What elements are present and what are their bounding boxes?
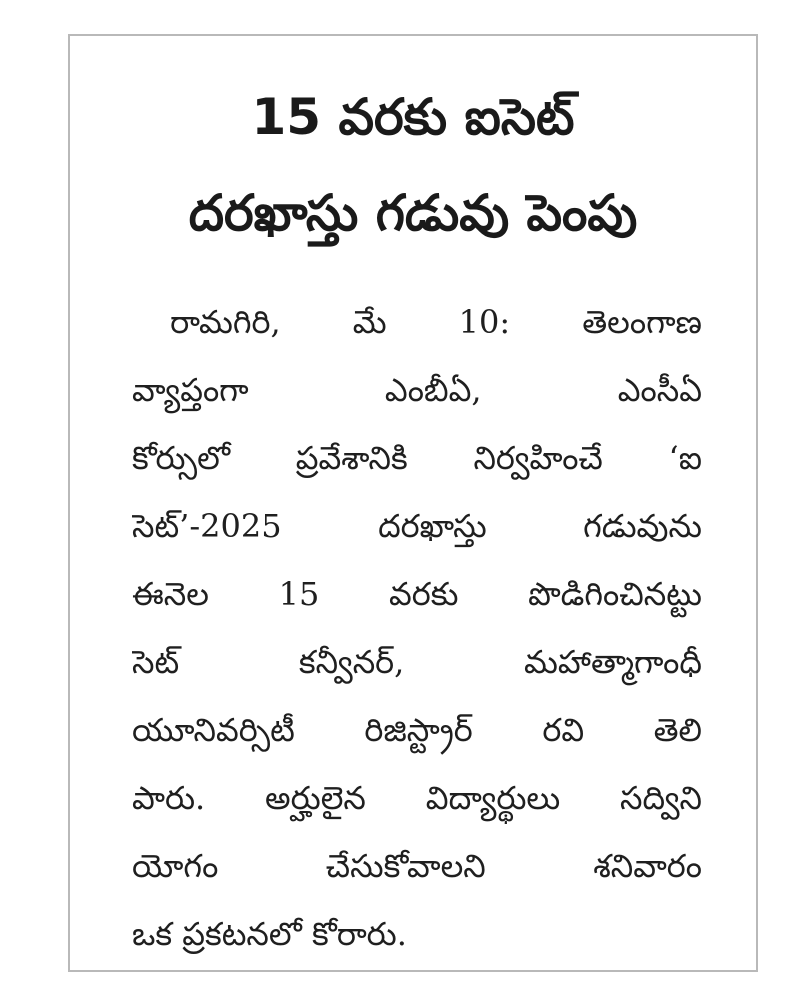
body-line: ఒక ప్రకటనలో కోరారు. [132, 915, 407, 953]
headline-line-1: 15 వరకు ఐసెట్ [251, 88, 575, 146]
body-line: యూనివర్సిటీ రిజిస్ట్రార్ రవి తెలి [132, 711, 702, 749]
body-line: యోగం చేసుకోవాలని శనివారం [132, 847, 702, 885]
body-line: ఈనెల 15 వరకు పొడిగించినట్టు [132, 575, 702, 613]
body-line: పారు. అర్హులైన విద్యార్థులు సద్విని [132, 779, 702, 817]
headline-line-2: దరఖాస్తు గడువు పెంపు [188, 184, 638, 242]
article-body [132, 288, 702, 968]
body-line: సెట్ కన్వీనర్, మహాత్మాగాంధీ [132, 643, 702, 681]
body-line: కోర్సులో ప్రవేశానికి నిర్వహించే ‘ఐ [132, 439, 702, 477]
body-line: వ్యాప్తంగా ఎంబీఏ, ఎంసీఏ [132, 371, 702, 409]
body-line: సెట్’-2025 దరఖాస్తు గడువును [132, 507, 702, 545]
news-clipping [68, 34, 758, 972]
body-line: రామగిరి, మే 10: తెలంగాణ [170, 303, 702, 341]
